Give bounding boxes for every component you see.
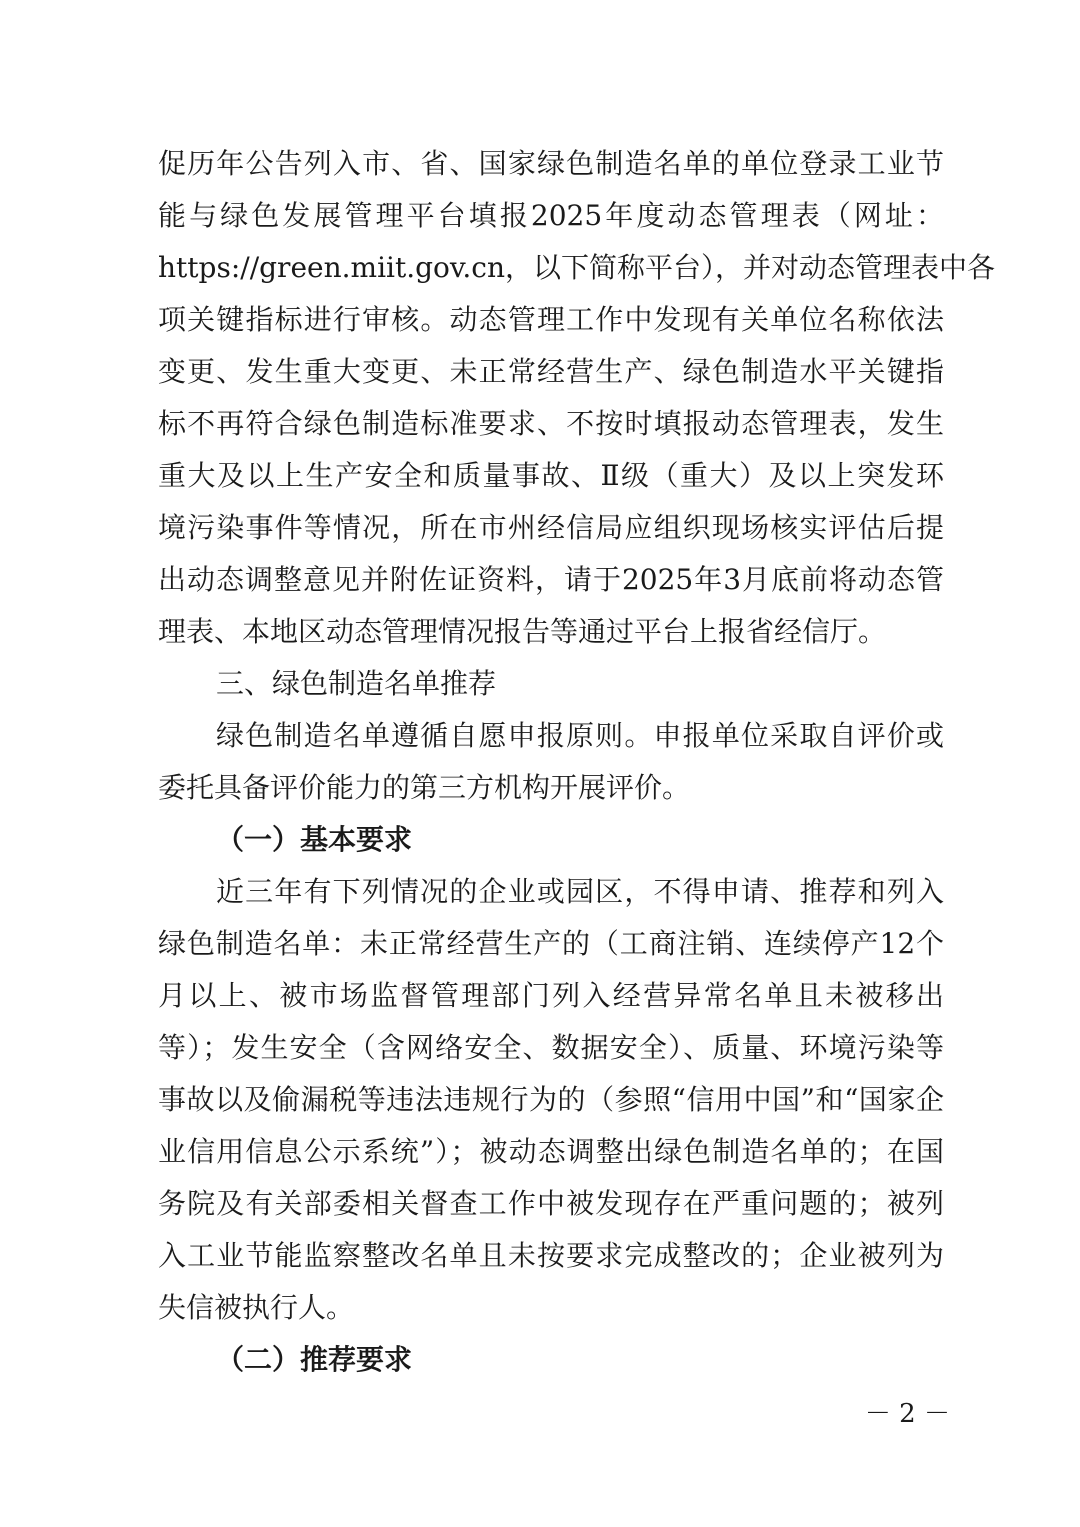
body-text-line: 事故以及偷漏税等违法违规行为的（参照“信用中国”和“国家企 bbox=[158, 1083, 944, 1116]
subsection-heading: （一）基本要求 bbox=[216, 823, 413, 856]
body-text-line: 入工业节能监察整改名单且未按要求完成整改的；企业被列为 bbox=[158, 1239, 944, 1272]
body-text-line: 近三年有下列情况的企业或园区，不得申请、推荐和列入 bbox=[216, 875, 944, 908]
body-text-line: https://green.miit.gov.cn，以下简称平台），并对动态管理表中各 bbox=[158, 251, 996, 284]
body-text-line: 重大及以上生产安全和质量事故、Ⅱ级（重大）及以上突发环 bbox=[158, 459, 944, 492]
body-text-line: 失信被执行人。 bbox=[158, 1291, 355, 1324]
body-text-line: 绿色制造名单：未正常经营生产的（工商注销、连续停产12个 bbox=[158, 927, 944, 960]
body-text-line: 绿色制造名单遵循自愿申报原则。申报单位采取自评价或 bbox=[216, 719, 944, 752]
body-text-line: 业信用信息公示系统”）；被动态调整出绿色制造名单的；在国 bbox=[158, 1135, 944, 1168]
body-text-line: 项关键指标进行审核。动态管理工作中发现有关单位名称依法 bbox=[158, 303, 944, 336]
body-text-line: 能与绿色发展管理平台填报2025年度动态管理表（网址： bbox=[158, 199, 944, 232]
subsection-heading: （二）推荐要求 bbox=[216, 1343, 413, 1376]
body-text-line: 理表、本地区动态管理情况报告等通过平台上报省经信厅。 bbox=[158, 615, 887, 648]
section-heading: 三、绿色制造名单推荐 bbox=[216, 667, 497, 700]
body-text-line: 变更、发生重大变更、未正常经营生产、绿色制造水平关键指 bbox=[158, 355, 944, 388]
body-text-line: 促历年公告列入市、省、国家绿色制造名单的单位登录工业节 bbox=[158, 147, 944, 180]
body-text-line: 月以上、被市场监督管理部门列入经营异常名单且未被移出 bbox=[158, 979, 944, 1012]
body-text-line: 委托具备评价能力的第三方机构开展评价。 bbox=[158, 771, 691, 804]
body-text-line: 等）；发生安全（含网络安全、数据安全）、质量、环境污染等 bbox=[158, 1031, 944, 1064]
body-text-line: 务院及有关部委相关督查工作中被发现存在严重问题的；被列 bbox=[158, 1187, 944, 1220]
body-text-line: 标不再符合绿色制造标准要求、不按时填报动态管理表，发生 bbox=[158, 407, 944, 440]
page-number: － 2 － bbox=[864, 1399, 950, 1429]
body-text-line: 出动态调整意见并附佐证资料，请于2025年3月底前将动态管 bbox=[158, 563, 944, 596]
body-text-line: 境污染事件等情况，所在市州经信局应组织现场核实评估后提 bbox=[158, 511, 944, 544]
